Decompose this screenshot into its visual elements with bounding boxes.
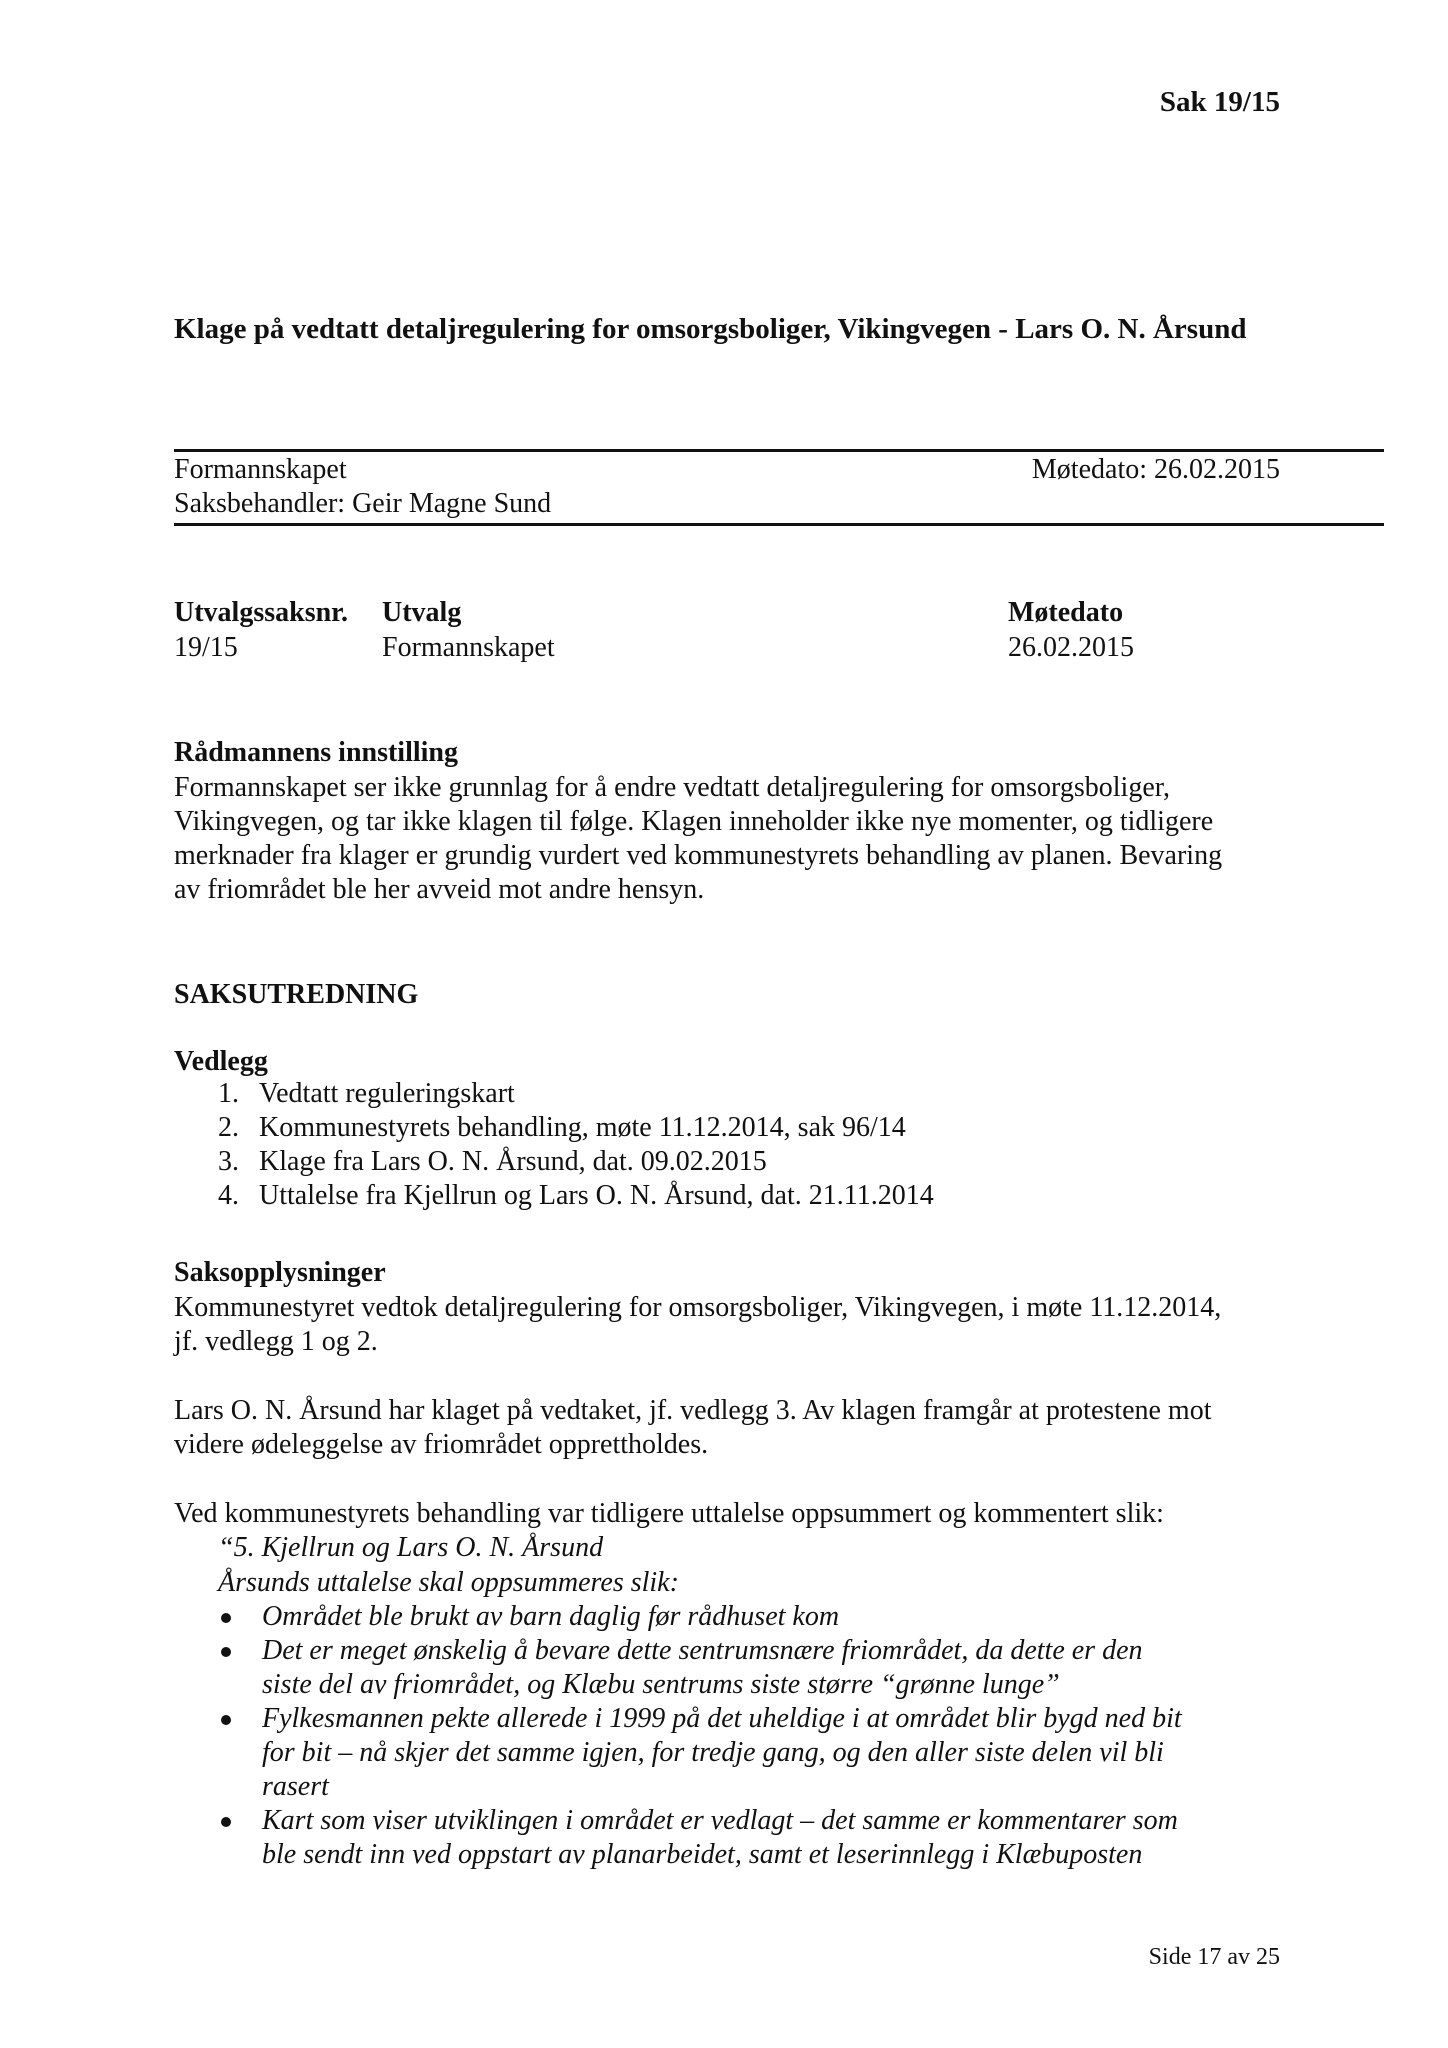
- bullet-item: [262, 1804, 1182, 1872]
- case-info-paragraph-1: [174, 1291, 1221, 1359]
- bullet-line: Det er meget ønskelig å bevare dette sentrumsnære friområdet, da dette er den: [262, 1635, 1143, 1666]
- committee-cell-date: 26.02.2015: [1008, 632, 1134, 663]
- attachment-text: Kommunestyrets behandling, møte 11.12.2014, sak 96/14: [259, 1112, 906, 1143]
- committee-header-case-no: Utvalgssaksnr.: [174, 597, 349, 628]
- committee-header-date: Møtedato: [1008, 597, 1124, 628]
- bullet-line: for bit – nå skjer det samme igjen, for tredje gang, og den aller siste delen vil bli: [262, 1737, 1164, 1768]
- attachments-heading: Vedlegg: [174, 1046, 268, 1077]
- attachments-list: [218, 1077, 934, 1213]
- quote-bullet-list: [262, 1600, 1182, 1872]
- bullet-icon: [221, 1715, 231, 1725]
- paragraph-line: jf. vedlegg 1 og 2.: [174, 1326, 378, 1357]
- bullet-icon: [221, 1647, 231, 1657]
- case-info-paragraph-3: Ved kommunestyrets behandling var tidligere uttalelse oppsummert og kommentert slik:: [174, 1498, 1164, 1529]
- case-number: Sak 19/15: [1159, 86, 1280, 118]
- recommendation-line: Vikingvegen, og tar ikke klagen til følge. Klagen inneholder ikke nye momenter, og tidligere: [174, 806, 1214, 837]
- bullet-icon: [221, 1817, 231, 1827]
- committee-cell-case-no: 19/15: [174, 632, 238, 663]
- recommendation-heading: Rådmannens innstilling: [174, 737, 458, 768]
- attachment-number: 3.: [218, 1146, 239, 1177]
- recommendation-line: av friområdet ble her avveid mot andre hensyn.: [174, 874, 705, 905]
- recommendation-line: Formannskapet ser ikke grunnlag for å endre vedtatt detaljregulering for omsorgsboliger,: [174, 772, 1170, 803]
- section-heading: SAKSUTREDNING: [174, 979, 419, 1010]
- bullet-line: Området ble brukt av barn daglig før rådhuset kom: [262, 1601, 840, 1632]
- bullet-line: ble sendt inn ved oppstart av planarbeidet, samt et leserinnlegg i Klæbuposten: [262, 1839, 1143, 1870]
- case-info-heading: Saksopplysninger: [174, 1257, 386, 1288]
- bullet-icon: [221, 1613, 231, 1623]
- meeting-body: Formannskapet: [174, 454, 347, 485]
- quote-intro: Årsunds uttalelse skal oppsummeres slik:: [218, 1567, 679, 1598]
- paragraph-line: Kommunestyret vedtok detaljregulering for omsorgsboliger, Vikingvegen, i møte 11.12.2014,: [174, 1292, 1222, 1323]
- paragraph-line: videre ødeleggelse av friområdet opprettholdes.: [174, 1429, 709, 1460]
- bullet-line: Fylkesmannen pekte allerede i 1999 på det uheldige i at området blir bygd ned bit: [262, 1703, 1182, 1734]
- attachment-item: [218, 1145, 934, 1179]
- document-title: Klage på vedtatt detaljregulering for omsorgsboliger, Vikingvegen - Lars O. N. Årsund: [174, 313, 1247, 345]
- attachment-text: Uttalelse fra Kjellrun og Lars O. N. Årsund, dat. 21.11.2014: [259, 1180, 934, 1211]
- recommendation-text: [174, 771, 1222, 907]
- meeting-box-bottom-rule: [174, 523, 1384, 526]
- meeting-date: Møtedato: 26.02.2015: [1031, 454, 1280, 485]
- bullet-item: [262, 1600, 1182, 1634]
- attachment-item: [218, 1111, 934, 1145]
- case-info-paragraph-2: [174, 1394, 1211, 1462]
- bullet-line: siste del av friområdet, og Klæbu sentrums siste større “grønne lunge”: [262, 1669, 1060, 1700]
- attachment-number: 4.: [218, 1180, 239, 1211]
- quote-title: “5. Kjellrun og Lars O. N. Årsund: [218, 1532, 604, 1563]
- page-number: Side 17 av 25: [1148, 1944, 1280, 1970]
- bullet-line: rasert: [262, 1771, 329, 1802]
- attachment-number: 1.: [218, 1078, 239, 1109]
- attachment-text: Klage fra Lars O. N. Årsund, dat. 09.02.2015: [259, 1146, 767, 1177]
- recommendation-line: merknader fra klager er grundig vurdert ved kommunestyrets behandling av planen. Bevaring: [174, 840, 1223, 871]
- meeting-box-top-rule: [174, 449, 1384, 452]
- attachment-item: [218, 1077, 934, 1111]
- bullet-item: [262, 1634, 1182, 1702]
- paragraph-line: Lars O. N. Årsund har klaget på vedtaket, jf. vedlegg 3. Av klagen framgår at protestene mot: [174, 1395, 1212, 1426]
- committee-header-committee: Utvalg: [382, 597, 462, 628]
- attachment-text: Vedtatt reguleringskart: [259, 1078, 515, 1109]
- committee-cell-committee: Formannskapet: [382, 632, 555, 663]
- bullet-line: Kart som viser utviklingen i området er vedlagt – det samme er kommentarer som: [262, 1805, 1178, 1836]
- bullet-item: [262, 1702, 1182, 1804]
- attachment-item: [218, 1179, 934, 1213]
- attachment-number: 2.: [218, 1112, 239, 1143]
- case-officer: Saksbehandler: Geir Magne Sund: [174, 488, 552, 519]
